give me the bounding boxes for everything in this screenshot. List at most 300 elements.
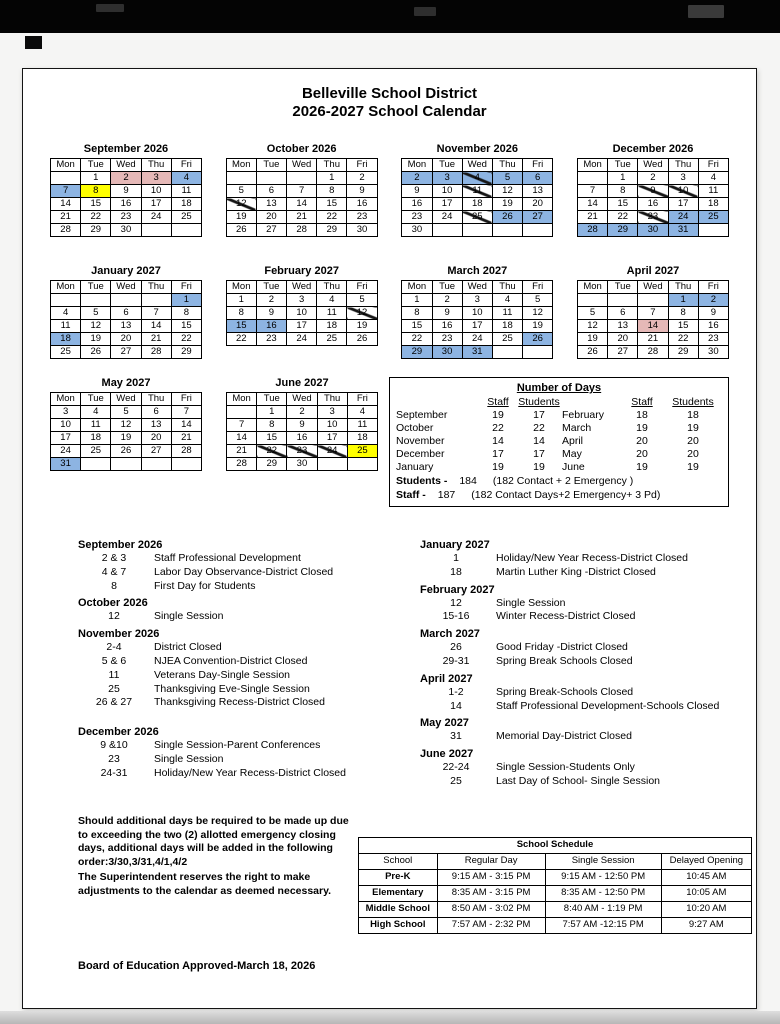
event-description: Winter Recess-District Closed xyxy=(496,610,636,623)
day-cell: 27 xyxy=(523,211,553,224)
days-summary-line xyxy=(396,489,722,502)
day-cell: 7 xyxy=(51,185,81,198)
weekday-row xyxy=(402,159,553,172)
calendar-year-title: 2026-2027 School Calendar xyxy=(292,103,487,120)
weekday-row xyxy=(51,393,202,406)
day-cell: 18 xyxy=(492,320,522,333)
weekday-header: Wed xyxy=(462,159,492,172)
weekday-header: Tue xyxy=(608,281,638,294)
event-item xyxy=(78,767,375,781)
day-cell: 9 xyxy=(287,419,317,432)
day-cell xyxy=(141,294,171,307)
day-cell xyxy=(141,458,171,471)
day-cell: 28 xyxy=(51,224,81,237)
day-cell: 29 xyxy=(608,224,638,237)
weekday-header: Fri xyxy=(171,393,201,406)
event-dates: 1 xyxy=(453,552,459,564)
day-cell xyxy=(171,224,201,237)
schedule-title-row xyxy=(358,837,751,853)
event-dates: 9 &10 xyxy=(100,739,128,752)
day-cell: 29 xyxy=(257,458,287,471)
event-month-heading: March 2027 xyxy=(420,628,480,641)
note-paragraph-2: The Superintendent reserves the right to make adjustments to the calendar as deemed necessary. xyxy=(78,870,332,897)
day-cell: 16 xyxy=(402,198,432,211)
weekday-header: Wed xyxy=(638,281,668,294)
day-cell: 4 xyxy=(347,406,377,419)
day-cell: 6 xyxy=(256,185,286,198)
day-cell xyxy=(577,172,607,185)
day-cell: 26 xyxy=(523,333,553,346)
day-cell xyxy=(171,458,201,471)
week-row xyxy=(402,320,553,333)
day-cell: 21 xyxy=(577,211,607,224)
week-row xyxy=(577,333,728,346)
day-cell: 26 xyxy=(577,346,607,359)
days-cell: 20 xyxy=(636,435,648,447)
weekday-header: Thu xyxy=(492,159,522,172)
day-cell: 13 xyxy=(523,185,553,198)
day-cell: 18 xyxy=(171,198,201,211)
day-cell: 28 xyxy=(227,458,257,471)
day-cell: 1 xyxy=(668,294,698,307)
day-cell: 5 xyxy=(111,406,141,419)
day-cell: 3 xyxy=(432,172,462,185)
week-row xyxy=(577,172,728,185)
event-description: Spring Break Schools Closed xyxy=(496,654,633,667)
day-cell: 18 xyxy=(698,198,728,211)
weekday-header: Tue xyxy=(432,159,462,172)
day-cell: 18 xyxy=(51,333,81,346)
summary-label: Staff - xyxy=(396,489,426,501)
week-row xyxy=(51,224,202,237)
day-cell: 27 xyxy=(141,445,171,458)
day-cell: 11 xyxy=(347,419,377,432)
days-header-cell: Students xyxy=(672,396,714,408)
day-cell: 26 xyxy=(81,346,111,359)
schedule-row xyxy=(358,901,751,917)
event-item xyxy=(420,610,757,624)
days-cell: January xyxy=(396,461,434,473)
event-description: Single Session-Parent Conferences xyxy=(154,739,321,752)
event-description: Martin Luther King -District Closed xyxy=(496,565,656,578)
event-dates: 5 & 6 xyxy=(101,654,127,667)
day-cell: 13 xyxy=(141,419,171,432)
week-row xyxy=(577,320,728,333)
days-header-cell xyxy=(562,396,620,409)
day-cell: 2 xyxy=(287,406,317,419)
month-grid xyxy=(577,158,729,237)
day-cell: 14 xyxy=(171,419,201,432)
week-row xyxy=(226,211,377,224)
week-row xyxy=(402,172,553,185)
day-cell: 6 xyxy=(608,307,638,320)
day-cell: 24 xyxy=(141,211,171,224)
weekday-header: Wed xyxy=(287,393,317,406)
event-month-heading: September 2026 xyxy=(78,539,163,551)
days-header-cell: Students xyxy=(518,396,560,408)
month-calendar xyxy=(401,265,553,359)
week-row xyxy=(226,172,377,185)
weekday-header: Mon xyxy=(226,281,256,294)
weekday-row xyxy=(226,281,377,294)
day-cell: 9 xyxy=(402,185,432,198)
day-cell: 23 xyxy=(347,211,377,224)
day-cell: 9 xyxy=(256,307,286,320)
day-cell: 5 xyxy=(523,294,553,307)
day-cell: 23 xyxy=(256,333,286,346)
days-cell: 17 xyxy=(533,448,545,460)
day-cell: 15 xyxy=(317,198,347,211)
event-item xyxy=(78,641,375,655)
day-cell: 22 xyxy=(171,333,201,346)
month-calendar xyxy=(226,265,378,346)
summary-note: (182 Contact + 2 Emergency ) xyxy=(492,475,634,487)
events-left-column xyxy=(23,535,375,789)
days-cell: 19 xyxy=(687,461,699,473)
day-cell: 11 xyxy=(492,307,522,320)
number-of-days-title: Number of Days xyxy=(516,382,602,394)
event-item xyxy=(78,683,375,697)
day-cell xyxy=(111,294,141,307)
event-item xyxy=(420,761,757,775)
day-cell: 8 xyxy=(226,307,256,320)
calendar-document-page xyxy=(22,68,757,1009)
event-description: Single Session xyxy=(154,610,224,623)
day-cell: 5 xyxy=(577,307,607,320)
day-cell: 9 xyxy=(347,185,377,198)
day-cell: 3 xyxy=(287,294,317,307)
days-summary-line xyxy=(396,475,722,488)
day-cell: 16 xyxy=(256,320,286,333)
event-dates: 2 & 3 xyxy=(101,552,127,564)
school-name-cell: High School xyxy=(358,917,437,933)
day-cell: 17 xyxy=(668,198,698,211)
day-cell: 26 xyxy=(226,224,256,237)
day-cell: 22 xyxy=(257,445,287,458)
schedule-header-cell: Single Session xyxy=(545,853,661,869)
event-month-heading: February 2027 xyxy=(420,583,495,596)
day-cell: 3 xyxy=(51,406,81,419)
week-row xyxy=(227,406,378,419)
day-cell: 27 xyxy=(111,346,141,359)
document-title-block xyxy=(23,85,756,121)
weekday-header: Tue xyxy=(608,159,638,172)
weekday-header: Mon xyxy=(577,159,607,172)
month-title: March 2027 xyxy=(447,265,508,277)
day-cell: 28 xyxy=(287,224,317,237)
weekday-header: Mon xyxy=(227,393,257,406)
day-cell: 2 xyxy=(432,294,462,307)
event-item xyxy=(420,566,757,580)
day-cell xyxy=(51,294,81,307)
day-cell: 22 xyxy=(402,333,432,346)
day-cell: 25 xyxy=(462,211,492,224)
day-cell: 1 xyxy=(402,294,432,307)
month-grid xyxy=(50,158,202,237)
day-cell xyxy=(523,224,553,237)
week-row xyxy=(577,211,728,224)
district-title: Belleville School District xyxy=(301,85,478,102)
day-cell: 18 xyxy=(462,198,492,211)
day-cell: 1 xyxy=(171,294,201,307)
weekday-header: Tue xyxy=(256,159,286,172)
day-cell: 2 xyxy=(111,172,141,185)
event-item xyxy=(78,696,375,710)
day-cell: 7 xyxy=(141,307,171,320)
month-calendar xyxy=(50,265,202,359)
day-cell: 16 xyxy=(111,198,141,211)
day-cell xyxy=(287,172,317,185)
day-cell: 15 xyxy=(402,320,432,333)
day-cell: 4 xyxy=(51,307,81,320)
weekday-header: Fri xyxy=(347,281,377,294)
day-cell: 11 xyxy=(171,185,201,198)
days-cell: 19 xyxy=(687,422,699,434)
day-cell: 8 xyxy=(317,185,347,198)
day-cell: 4 xyxy=(492,294,522,307)
calendar-row-1 xyxy=(50,143,729,237)
event-description: NJEA Convention-District Closed xyxy=(154,654,308,667)
weekday-header: Fri xyxy=(698,281,728,294)
day-cell: 3 xyxy=(141,172,171,185)
schedule-time-cell: 10:20 AM xyxy=(661,901,751,917)
week-row xyxy=(226,294,377,307)
day-cell: 19 xyxy=(226,211,256,224)
day-cell: 11 xyxy=(698,185,728,198)
day-cell: 14 xyxy=(577,198,607,211)
weekday-row xyxy=(577,159,728,172)
day-cell: 20 xyxy=(256,211,286,224)
day-cell: 13 xyxy=(256,198,286,211)
day-cell: 8 xyxy=(402,307,432,320)
day-cell xyxy=(347,458,377,471)
weekday-row xyxy=(51,159,202,172)
weekday-header: Wed xyxy=(638,159,668,172)
day-cell: 6 xyxy=(111,307,141,320)
month-grid xyxy=(50,280,202,359)
schedule-time-cell: 10:05 AM xyxy=(661,885,751,901)
month-grid xyxy=(401,158,553,237)
month-title: October 2026 xyxy=(266,143,337,155)
day-cell: 3 xyxy=(668,172,698,185)
week-row xyxy=(402,333,553,346)
day-cell: 21 xyxy=(141,333,171,346)
day-cell: 1 xyxy=(81,172,111,185)
event-description: Staff Professional Development xyxy=(154,552,301,564)
day-cell: 24 xyxy=(432,211,462,224)
event-dates: 26 xyxy=(450,641,462,654)
day-cell: 14 xyxy=(638,320,668,333)
week-row xyxy=(51,307,202,320)
weekday-header: Wed xyxy=(111,281,141,294)
weekday-header: Mon xyxy=(402,159,432,172)
day-cell: 29 xyxy=(317,224,347,237)
event-dates: 8 xyxy=(111,579,117,592)
day-cell: 10 xyxy=(462,307,492,320)
month-calendar xyxy=(226,143,378,237)
day-cell: 17 xyxy=(287,320,317,333)
day-cell: 24 xyxy=(51,445,81,458)
day-cell: 28 xyxy=(577,224,607,237)
weekday-header: Mon xyxy=(402,281,432,294)
day-cell: 24 xyxy=(462,333,492,346)
event-item xyxy=(420,730,757,744)
day-cell xyxy=(462,224,492,237)
day-cell: 7 xyxy=(577,185,607,198)
event-description: Holiday/New Year Recess-District Closed xyxy=(496,552,688,564)
note-paragraph-1: Should additional days be required to be made up due to exceeding the two (2) allotted emergency closing days, additional days will be added in the following order:3/30,3/31,4/1,4/2 xyxy=(78,814,349,869)
day-cell: 8 xyxy=(171,307,201,320)
week-row xyxy=(51,320,202,333)
day-cell: 29 xyxy=(402,346,432,359)
weekday-header: Mon xyxy=(51,159,81,172)
days-cell: 19 xyxy=(636,461,648,473)
month-grid xyxy=(226,158,378,237)
weekday-header: Wed xyxy=(111,159,141,172)
weekday-header: Tue xyxy=(256,281,286,294)
week-row xyxy=(227,419,378,432)
schedule-time-cell: 8:35 AM - 3:15 PM xyxy=(437,885,545,901)
school-name-cell: Elementary xyxy=(358,885,437,901)
week-row xyxy=(402,185,553,198)
event-dates: 31 xyxy=(450,730,462,743)
schedule-header-row xyxy=(358,853,751,869)
day-cell: 30 xyxy=(638,224,668,237)
day-cell: 8 xyxy=(668,307,698,320)
day-cell: 19 xyxy=(577,333,607,346)
event-item xyxy=(420,655,757,669)
weekday-header: Tue xyxy=(432,281,462,294)
day-cell: 21 xyxy=(227,445,257,458)
weekday-row xyxy=(226,159,377,172)
week-row xyxy=(51,406,202,419)
schedule-row xyxy=(358,917,751,933)
month-title: February 2027 xyxy=(264,265,339,277)
event-month-heading: June 2027 xyxy=(420,748,474,761)
week-row xyxy=(51,346,202,359)
day-cell: 30 xyxy=(432,346,462,359)
event-month-heading: November 2026 xyxy=(78,628,160,641)
week-row xyxy=(51,458,202,471)
school-name-cell: Pre-K xyxy=(358,869,437,885)
weekday-header: Tue xyxy=(81,281,111,294)
event-item xyxy=(78,669,375,683)
emergency-day-note xyxy=(78,815,358,900)
days-cell: October xyxy=(396,422,434,434)
event-item xyxy=(420,686,757,700)
week-row xyxy=(226,198,377,211)
day-cell: 21 xyxy=(287,211,317,224)
day-cell: 10 xyxy=(432,185,462,198)
month-title: December 2026 xyxy=(612,143,694,155)
event-item xyxy=(420,597,757,611)
days-cell: 20 xyxy=(636,448,648,460)
day-cell: 9 xyxy=(432,307,462,320)
day-cell: 25 xyxy=(492,333,522,346)
approval-footer: Board of Education Approved-March 18, 2026 xyxy=(78,959,316,972)
day-cell: 10 xyxy=(668,185,698,198)
weekday-header: Thu xyxy=(141,159,171,172)
event-description: Labor Day Observance-District Closed xyxy=(154,565,334,578)
event-item xyxy=(78,739,375,753)
schedule-header-cell: School xyxy=(358,853,437,869)
summary-value: 187 xyxy=(437,489,456,501)
event-dates: 2-4 xyxy=(106,641,122,654)
week-row xyxy=(402,198,553,211)
day-cell: 6 xyxy=(141,406,171,419)
month-calendar xyxy=(50,377,202,471)
week-row xyxy=(51,419,202,432)
event-month-heading: April 2027 xyxy=(420,672,473,685)
day-cell: 26 xyxy=(492,211,522,224)
days-cell: 22 xyxy=(533,422,545,434)
day-cell: 2 xyxy=(402,172,432,185)
day-cell: 23 xyxy=(638,211,668,224)
event-description: Thanksgiving Eve-Single Session xyxy=(154,682,310,695)
schedule-row xyxy=(358,885,751,901)
day-cell: 16 xyxy=(698,320,728,333)
day-cell: 19 xyxy=(523,320,553,333)
month-title: September 2026 xyxy=(83,143,169,155)
day-cell: 9 xyxy=(638,185,668,198)
day-cell xyxy=(523,346,553,359)
day-cell xyxy=(638,294,668,307)
days-cell: 20 xyxy=(687,448,699,460)
day-cell: 4 xyxy=(317,294,347,307)
day-cell: 22 xyxy=(317,211,347,224)
calendar-row-3 xyxy=(50,377,729,507)
day-cell: 29 xyxy=(171,346,201,359)
month-grid xyxy=(577,280,729,359)
day-cell xyxy=(492,346,522,359)
weekday-header: Wed xyxy=(287,281,317,294)
days-cell: 20 xyxy=(687,435,699,447)
week-row xyxy=(227,432,378,445)
weekday-header: Thu xyxy=(668,159,698,172)
weekday-header: Thu xyxy=(141,393,171,406)
day-cell: 15 xyxy=(608,198,638,211)
schedule-time-cell: 9:27 AM xyxy=(661,917,751,933)
day-cell: 4 xyxy=(171,172,201,185)
day-cell: 18 xyxy=(347,432,377,445)
weekday-row xyxy=(402,281,553,294)
schedule-time-cell: 7:57 AM - 2:32 PM xyxy=(437,917,545,933)
month-title: January 2027 xyxy=(91,265,161,277)
event-item xyxy=(420,552,757,566)
weekday-header: Tue xyxy=(81,393,111,406)
day-cell: 25 xyxy=(171,211,201,224)
day-cell: 19 xyxy=(347,320,377,333)
weekday-header: Fri xyxy=(523,159,553,172)
weekday-header: Wed xyxy=(462,281,492,294)
days-cell: 22 xyxy=(492,422,504,434)
day-cell: 16 xyxy=(347,198,377,211)
day-cell: 23 xyxy=(698,333,728,346)
event-dates: 22-24 xyxy=(442,761,470,774)
day-cell: 22 xyxy=(226,333,256,346)
week-row xyxy=(402,307,553,320)
day-cell: 8 xyxy=(608,185,638,198)
day-cell: 27 xyxy=(256,224,286,237)
event-description: District Closed xyxy=(154,641,222,654)
day-cell: 8 xyxy=(81,185,111,198)
day-cell: 31 xyxy=(668,224,698,237)
day-cell: 1 xyxy=(257,406,287,419)
day-cell: 30 xyxy=(698,346,728,359)
event-description: Good Friday -District Closed xyxy=(496,641,628,654)
day-cell: 25 xyxy=(347,445,377,458)
school-name-cell: Middle School xyxy=(358,901,437,917)
